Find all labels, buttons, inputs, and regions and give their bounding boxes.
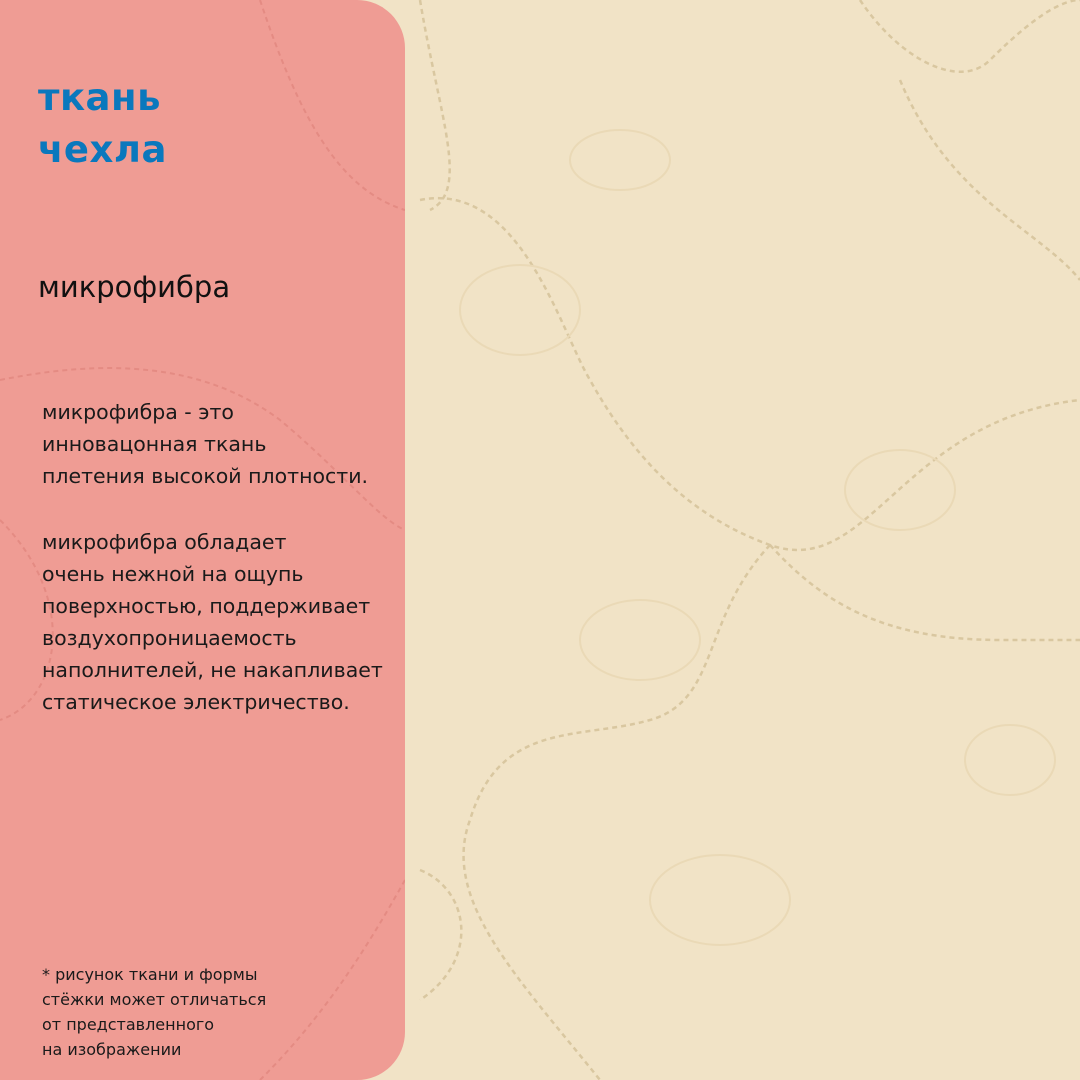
text-line: микрофибра обладает <box>42 530 287 554</box>
text-line: поверхностью, поддерживает <box>42 594 371 618</box>
footnote <box>42 962 266 1062</box>
text-line: наполнителей, не накапливает <box>42 658 383 682</box>
text-line: очень нежной на ощупь <box>42 562 304 586</box>
text-line: микрофибра - это <box>42 400 234 424</box>
text-line: плетения высокой плотности. <box>42 464 369 488</box>
text-line: * рисунок ткани и формы <box>42 965 258 984</box>
info-panel <box>0 0 405 1080</box>
text-line: стёжки может отличаться <box>42 990 267 1009</box>
description-paragraph-1 <box>42 396 368 492</box>
title-line-1: ткань <box>38 76 161 119</box>
page-title <box>38 72 167 176</box>
text-line: инновацонная ткань <box>42 432 267 456</box>
title-line-2: чехла <box>38 128 167 171</box>
material-name: микрофибра <box>38 270 231 304</box>
text-line: на изображении <box>42 1040 182 1059</box>
text-line: от представленного <box>42 1015 215 1034</box>
text-line: статическое электричество. <box>42 690 350 714</box>
text-line: воздухопроницаемость <box>42 626 297 650</box>
description-paragraph-2 <box>42 526 383 718</box>
